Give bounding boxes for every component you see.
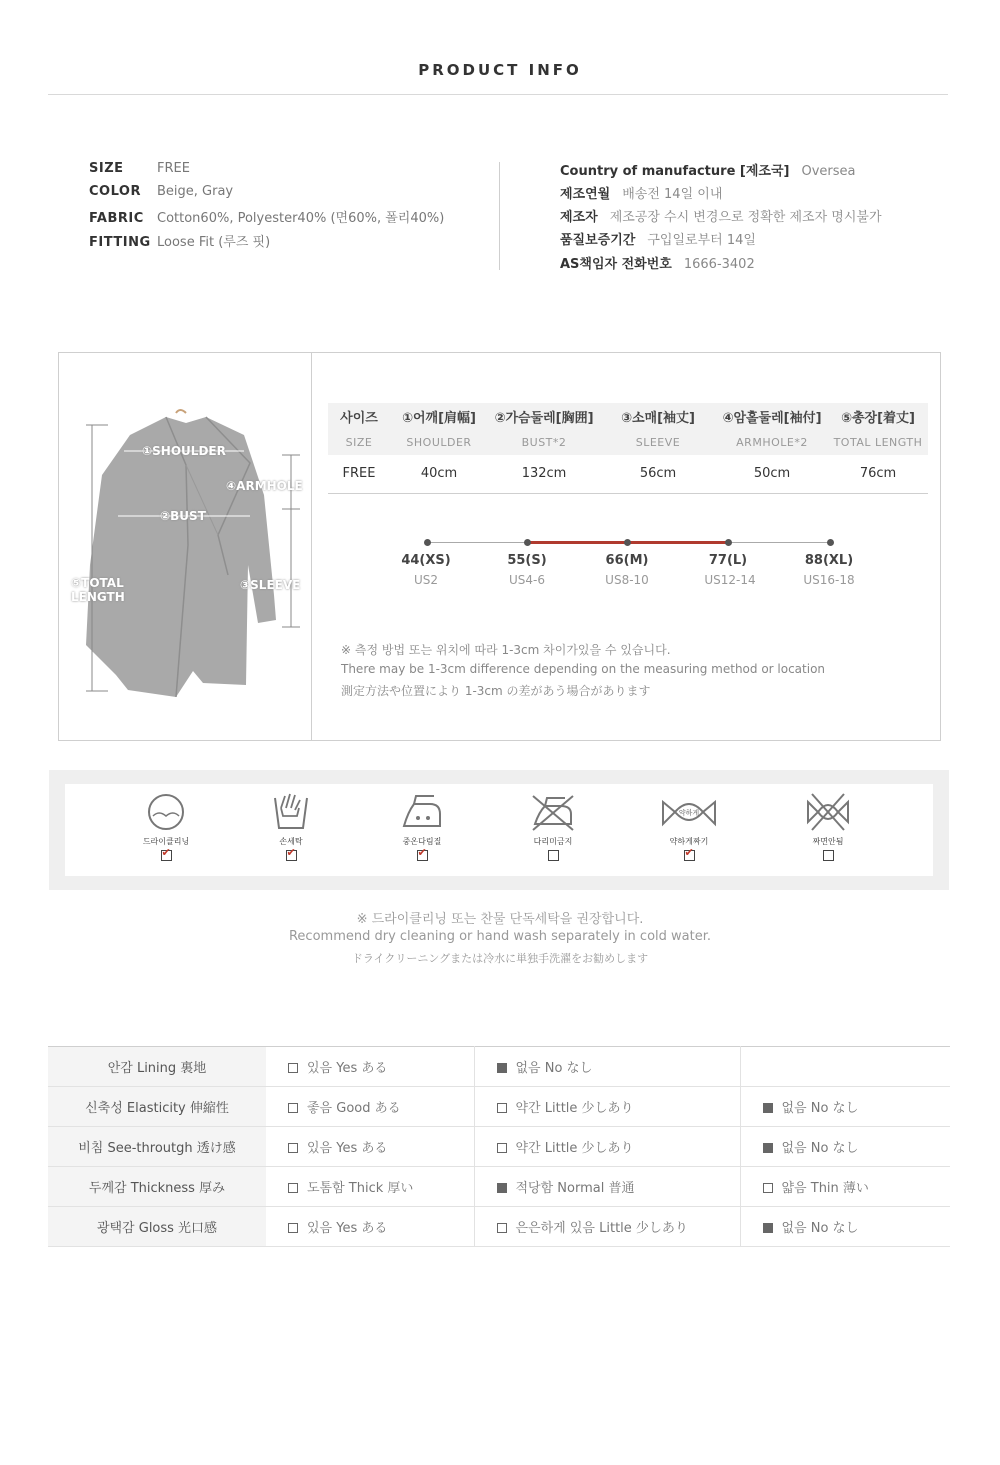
- info-manufacture-date: [560, 183, 722, 202]
- spec-divider: [499, 162, 500, 270]
- info-value: 배송전 14일 이내: [622, 187, 723, 202]
- col-size-kr: 사이즈: [328, 403, 390, 429]
- option-text: 있음 Yes ある: [307, 1061, 388, 1076]
- option-box: [497, 1223, 507, 1233]
- detail-option: [266, 1047, 474, 1087]
- option-text: 약간 Little 少しあり: [515, 1141, 634, 1156]
- spec-value: Loose Fit (루즈 핏): [157, 235, 271, 250]
- option-box: [497, 1183, 507, 1193]
- care-note-kr: ※ 드라이클리닝 또는 찬물 단독세탁을 권장합니다.: [356, 912, 644, 927]
- care-label: 짜면안됨: [812, 837, 844, 846]
- col-shoulder-en: SHOULDER: [390, 429, 488, 455]
- option-text: 도톰함 Thick 厚い: [307, 1181, 414, 1196]
- col-armhole-en: ARMHOLE*2: [716, 429, 828, 455]
- detail-option: [474, 1167, 740, 1207]
- size-dot: [424, 539, 431, 546]
- option-text: 있음 Yes ある: [307, 1141, 388, 1156]
- cell-shoulder: 40cm: [390, 455, 488, 493]
- detail-option: [740, 1167, 950, 1207]
- size-dot: [524, 539, 531, 546]
- table-row: [48, 1047, 950, 1087]
- cell-bust: 132cm: [488, 455, 600, 493]
- detail-label: 안감 Lining 裏地: [48, 1047, 266, 1087]
- spec-key: FABRIC: [89, 211, 144, 226]
- size-scale-label: 55(S): [507, 553, 547, 568]
- cell-sleeve: 56cm: [600, 455, 716, 493]
- table-row: [48, 1207, 950, 1247]
- size-scale-label: 66(M): [605, 553, 649, 568]
- page-title: PRODUCT INFO: [418, 61, 582, 79]
- measure-note-jp: 測定方法や位置により 1-3cm の差があう場合があります: [341, 684, 651, 698]
- cell-armhole: 50cm: [716, 455, 828, 493]
- option-box: [288, 1103, 298, 1113]
- detail-option-empty: [740, 1047, 950, 1087]
- measure-note-en: There may be 1-3cm difference depending on the measuring method or location: [341, 662, 826, 676]
- detail-label: 두께감 Thickness 厚み: [48, 1167, 266, 1207]
- detail-option: [474, 1207, 740, 1247]
- col-bust-kr: ②가슴둘레[胸囲]: [488, 403, 600, 429]
- label-shoulder: ①SHOULDER: [142, 444, 226, 458]
- col-sleeve-kr: ③소매[袖丈]: [600, 403, 716, 429]
- spec-fabric: [89, 207, 444, 226]
- care-checkbox: [286, 850, 297, 861]
- care-item-wring-gently: [649, 790, 729, 861]
- info-warranty: [560, 229, 756, 248]
- col-total-en: TOTAL LENGTH: [828, 429, 928, 455]
- care-checkbox: [161, 850, 172, 861]
- option-box: [763, 1103, 773, 1113]
- care-checkbox: [823, 850, 834, 861]
- size-scale-us: US4-6: [509, 573, 545, 587]
- info-as-phone: [560, 253, 755, 272]
- table-row: [48, 1127, 950, 1167]
- measure-note-kr: ※ 측정 방법 또는 위치에 따라 1-3cm 차이가있을 수 있습니다.: [341, 643, 671, 657]
- care-checkbox: [417, 850, 428, 861]
- col-armhole-kr: ④암홀둘레[袖付]: [716, 403, 828, 429]
- label-armhole: ④ARMHOLE: [226, 479, 303, 493]
- info-key: Country of manufacture [제조국]: [560, 164, 790, 179]
- care-label: 드라이클리닝: [142, 837, 190, 846]
- dry-clean-icon: [144, 790, 188, 834]
- info-key: 품질보증기간: [560, 233, 636, 248]
- size-panel-divider: [311, 352, 312, 741]
- info-key: 제조자: [560, 210, 598, 225]
- spec-value: FREE: [157, 161, 190, 176]
- detail-option: [474, 1127, 740, 1167]
- option-text: 있음 Yes ある: [307, 1221, 388, 1236]
- detail-option: [474, 1047, 740, 1087]
- option-text: 얇음 Thin 薄い: [781, 1181, 869, 1196]
- info-key: AS책임자 전화번호: [560, 257, 672, 272]
- spec-fitting: [89, 231, 270, 250]
- size-scale-us: US8-10: [605, 573, 649, 587]
- care-item-no-wring: [788, 790, 868, 861]
- size-scale-label: 44(XS): [401, 553, 451, 568]
- size-header-en: [328, 429, 928, 455]
- info-value: 1666-3402: [683, 257, 755, 272]
- table-row: [48, 1167, 950, 1207]
- fabric-detail-table: [48, 1046, 950, 1247]
- table-row: [48, 1087, 950, 1127]
- spec-color: [89, 184, 233, 199]
- label-total-length-1: ⑤TOTAL: [71, 576, 124, 590]
- info-key: 제조연월: [560, 187, 611, 202]
- col-sleeve-en: SLEEVE: [600, 429, 716, 455]
- cell-total: 76cm: [828, 455, 928, 493]
- label-total-length-2: LENGTH: [71, 590, 125, 604]
- option-box: [763, 1183, 773, 1193]
- size-header-kr: [328, 403, 928, 429]
- spec-value: Cotton60%, Polyester40% (면60%, 폴리40%): [157, 211, 445, 226]
- care-note-jp: ドライクリーニングまたは冷水に単独手洗濯をお勧めします: [351, 952, 649, 965]
- info-manufacturer: [560, 206, 882, 225]
- spec-key: SIZE: [89, 161, 124, 176]
- option-text: 약간 Little 少しあり: [515, 1101, 634, 1116]
- label-bust: ②BUST: [160, 509, 206, 523]
- info-value: Oversea: [801, 164, 856, 179]
- svg-text:약하게: 약하게: [678, 809, 700, 817]
- care-label: 중온다림질: [402, 837, 442, 846]
- detail-option: [266, 1127, 474, 1167]
- spec-key: COLOR: [89, 184, 141, 199]
- info-value: 구입일로부터 14일: [647, 233, 756, 248]
- option-text: 없음 No なし: [781, 1141, 859, 1156]
- size-dot: [725, 539, 732, 546]
- option-box: [288, 1063, 298, 1073]
- detail-option: [740, 1207, 950, 1247]
- option-box: [288, 1143, 298, 1153]
- no-iron-icon: [531, 790, 575, 834]
- care-item-iron-medium: [382, 790, 462, 861]
- spec-value: Beige, Gray: [157, 184, 234, 199]
- col-bust-en: BUST*2: [488, 429, 600, 455]
- cell-size: FREE: [328, 455, 390, 493]
- wring-gently-icon: [659, 790, 719, 834]
- title-divider: [48, 94, 948, 95]
- option-box: [288, 1183, 298, 1193]
- care-note-en: Recommend dry cleaning or hand wash separately in cold water.: [288, 929, 711, 944]
- size-scale-us: US2: [413, 573, 439, 587]
- option-box: [763, 1143, 773, 1153]
- option-box: [497, 1143, 507, 1153]
- care-item-hand-wash: [251, 790, 331, 861]
- option-box: [497, 1103, 507, 1113]
- detail-label: 신축성 Elasticity 伸縮性: [48, 1087, 266, 1127]
- size-scale-us: US16-18: [803, 573, 855, 587]
- detail-option: [474, 1087, 740, 1127]
- col-size-en: SIZE: [328, 429, 390, 455]
- col-shoulder-kr: ①어깨[肩幅]: [390, 403, 488, 429]
- size-scale-label: 88(XL): [804, 553, 854, 568]
- info-value: 제조공장 수시 변경으로 정확한 제조자 명시불가: [609, 210, 882, 225]
- option-text: 적당함 Normal 普通: [515, 1181, 635, 1196]
- detail-option: [266, 1207, 474, 1247]
- detail-option: [266, 1167, 474, 1207]
- care-label: 손세탁: [279, 837, 303, 846]
- option-text: 없음 No なし: [781, 1221, 859, 1236]
- size-table: [328, 403, 928, 494]
- option-text: 없음 No なし: [515, 1061, 593, 1076]
- iron-medium-icon: [400, 790, 444, 834]
- care-checkbox: [684, 850, 695, 861]
- size-dot: [624, 539, 631, 546]
- size-dot: [827, 539, 834, 546]
- option-text: 좋음 Good ある: [307, 1101, 401, 1116]
- option-text: 은은하게 있음 Little 少しあり: [515, 1221, 688, 1236]
- care-item-dry-clean: [126, 790, 206, 861]
- detail-option: [740, 1127, 950, 1167]
- label-sleeve: ③SLEEVE: [240, 578, 301, 592]
- no-wring-icon: [806, 790, 850, 834]
- option-box: [763, 1223, 773, 1233]
- info-country: [560, 160, 855, 179]
- detail-option: [740, 1087, 950, 1127]
- spec-size: [89, 161, 190, 176]
- care-label: 약하게짜기: [669, 837, 709, 846]
- detail-label: 비침 See-throutgh 透け感: [48, 1127, 266, 1167]
- size-scale-label: 77(L): [708, 553, 748, 568]
- option-text: 없음 No なし: [781, 1101, 859, 1116]
- care-item-no-iron: [513, 790, 593, 861]
- option-box: [288, 1223, 298, 1233]
- size-scale-us: US12-14: [704, 573, 756, 587]
- col-total-kr: ⑤총장[着丈]: [828, 403, 928, 429]
- care-checkbox: [548, 850, 559, 861]
- table-row: [328, 455, 928, 493]
- spec-key: FITTING: [89, 235, 151, 250]
- detail-option: [266, 1087, 474, 1127]
- care-label: 다리미금지: [533, 837, 573, 846]
- hand-wash-icon: [269, 790, 313, 834]
- detail-label: 광택감 Gloss 光口感: [48, 1207, 266, 1247]
- option-box: [497, 1063, 507, 1073]
